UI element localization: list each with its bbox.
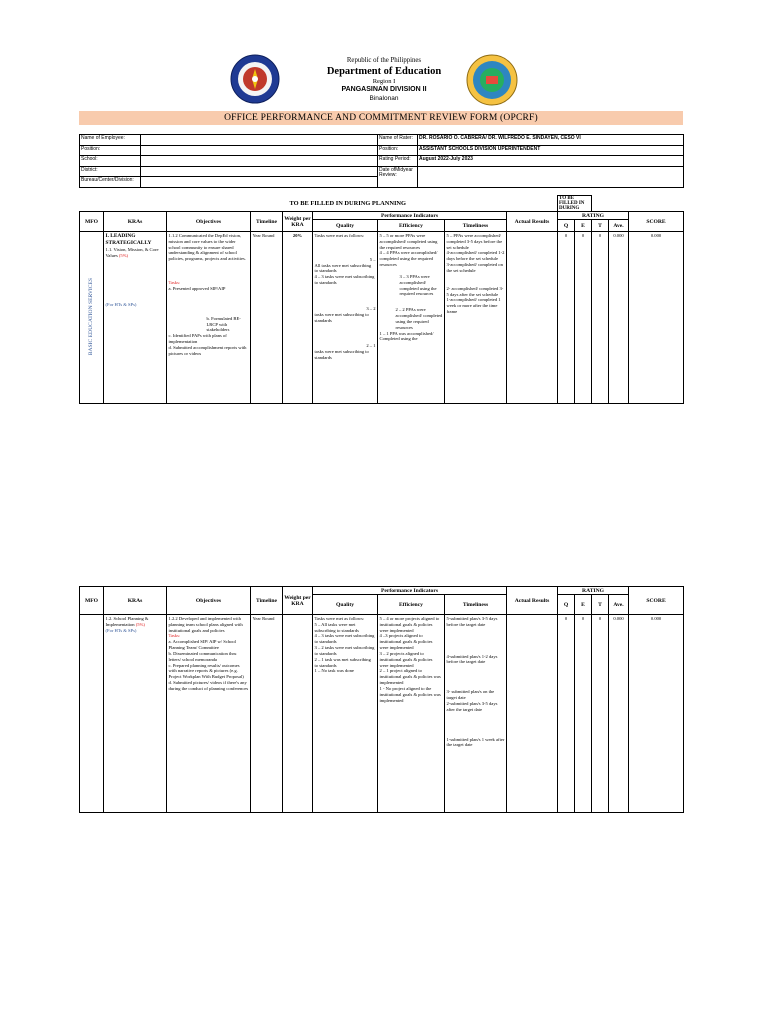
mfo-cell — [80, 232, 104, 404]
quality-3: 3 – 2 — [366, 305, 376, 311]
district-field[interactable] — [141, 166, 378, 177]
rater-position-value: ASSISTANT SCHOOLS DIVISION UPERINTENDENT — [418, 145, 684, 156]
col-timeline: Timeline — [251, 212, 283, 232]
col-timeline: Timeline — [251, 587, 283, 615]
col-weight: Weight per KRA — [283, 212, 313, 232]
actual-results-cell[interactable] — [507, 232, 558, 404]
col-actual-results: Actual Results — [507, 212, 558, 232]
kra-percent: (5%) — [118, 252, 129, 258]
quality-2: 2 – 1 task was met subscribing to standards — [314, 656, 371, 668]
table-row — [80, 232, 684, 404]
republic-text: Republic of the Philippines — [346, 57, 422, 64]
col-weight: Weight per KRA — [283, 587, 313, 615]
division-text: PANGASINAN DIVISION II — [341, 86, 427, 93]
col-score: SCORE — [629, 212, 684, 232]
timeliness-1: 1-accomplished/ completed 1 week or more after the time frame — [446, 297, 501, 315]
rating-e-cell[interactable]: 0 — [575, 232, 592, 404]
quality-4: 4 – 3 tasks were met subscribing to standards — [314, 633, 375, 645]
employee-name-field[interactable] — [141, 135, 378, 146]
rating-q-cell[interactable]: 0 — [558, 615, 575, 813]
rating-period-label: Rating Period: — [378, 156, 418, 167]
quality-3-text: tasks were met subscribing to standards — [314, 311, 369, 323]
efficiency-1: 1 – 1 PPA was accomplished/ Completed using the — [379, 330, 434, 342]
col-efficiency: Efficiency — [378, 220, 445, 232]
quality-5: 5 – — [369, 256, 376, 262]
quality-2-text: tasks were met subscribing to standards — [314, 349, 369, 361]
weight-cell: 20% — [283, 232, 313, 404]
col-actual-results: Actual Results — [507, 587, 558, 615]
task-c: c. Prepared planning results/ outcomes with narrative reports & pictures (e.g. Project Workplan With Budget Proposal) — [168, 662, 244, 680]
kra-cell — [104, 232, 167, 404]
rating-t-cell[interactable]: 0 — [592, 615, 609, 813]
rating-ave-cell: 0.000 — [609, 615, 629, 813]
quality-cell — [313, 232, 378, 404]
col-score: SCORE — [629, 587, 684, 615]
efficiency-4: 4 – 4 PPAs were accomplished/ completed using the required resources — [379, 250, 438, 268]
timeliness-4: 4-accomplished/ completed 1-2 days before the set schedule — [446, 250, 505, 262]
department-title: Department of Education — [326, 66, 442, 77]
school-label: School: — [80, 156, 141, 167]
efficiency-2: 2 – 1 project aligned to institutional goals & policies was implemented — [379, 668, 441, 686]
position-field[interactable] — [141, 145, 378, 156]
employee-name-label: Name of Employee: — [80, 135, 141, 146]
rating-q-cell[interactable]: 0 — [558, 232, 575, 404]
quality-1: 1 – No task was done — [314, 668, 354, 674]
col-kras: KRAs — [104, 587, 167, 615]
col-timeliness: Timeliness — [445, 595, 507, 615]
col-efficiency: Efficiency — [378, 595, 445, 615]
col-mfo: MFO — [80, 587, 104, 615]
tasks-label: Tasks: — [168, 280, 181, 286]
timeline-cell: Year Round — [251, 232, 283, 404]
col-rating: RATING — [558, 587, 629, 595]
score-cell: 0.000 — [629, 232, 684, 404]
kra-cell — [104, 615, 167, 813]
quality-cell — [313, 615, 378, 813]
timeliness-5: 5 – PPAs were accomplished/ completed 3-5 days before the set schedule — [446, 233, 503, 250]
school-field[interactable] — [141, 156, 378, 167]
task-b: b. Formulated BE-LRCP with stakeholders — [206, 315, 241, 333]
quality-intro: Tasks were met as follows: — [314, 616, 365, 621]
col-ave: Ave. — [609, 595, 629, 615]
midyear-review-field[interactable] — [418, 166, 684, 187]
task-a: a. Presented approved SIP/AIP — [168, 285, 226, 291]
task-c: c. Identified PAPs with plans of implementation — [168, 333, 227, 345]
quality-5-text: All tasks were met subscribing to standards — [314, 262, 372, 274]
timeliness-2: 2-submitted plan/s 3-5 days after the target date — [446, 700, 498, 712]
kra-for: (For HTs & SPs) — [105, 302, 137, 308]
col-rating: RATING — [558, 212, 629, 220]
col-mfo: MFO — [80, 212, 104, 232]
midyear-review-label: Date ofMidyear Review: — [378, 166, 418, 187]
efficiency-cell — [378, 615, 445, 813]
task-b: b. Disseminated communication thru letters/ school memoranda — [168, 650, 237, 662]
rating-period-value: August 2022-July 2023 — [418, 156, 684, 167]
bureau-label: Bureau/Center/Division: — [80, 177, 141, 188]
rating-ave-cell: 0.000 — [609, 232, 629, 404]
timeliness-4: 4-submitted plan/s 1-2 days before the target date — [446, 653, 498, 665]
objective-text: 1.2.2 Developed and implemented with planning team school plans aligned with institutional goals and policies — [168, 616, 243, 633]
efficiency-5: 5 – 5 or more PPAs were accomplished/ completed using the required resources — [379, 233, 438, 250]
mfo-text: BASIC EDUCATION SERVICES — [87, 277, 94, 356]
timeliness-cell — [445, 232, 507, 404]
timeliness-cell — [445, 615, 507, 813]
kra-title: I. LEADING STRATEGICALLY — [105, 233, 152, 246]
timeliness-3: 3- submitted plan/s on the target date — [446, 689, 495, 701]
district-label: District: — [80, 166, 141, 177]
tasks-label: Tasks: — [168, 633, 181, 639]
efficiency-4: 4 –3 projects aligned to institutional goals & policies were implemented — [379, 633, 433, 651]
municipality-text: Binalonan — [369, 95, 399, 102]
rater-value: DR. ROSARIO O. CABRERA/ DR. WILFREDO E. SINDAYEN, CESO VI — [418, 135, 684, 146]
timeliness-2: 2- accomplished/ completed 3-5 days after the set schedule — [446, 285, 504, 297]
task-d: d. Submitted accomplishment reports with pictures or videos — [168, 344, 247, 356]
efficiency-2: 2 – 2 PPAs were accomplished/ completed using the required resources — [395, 307, 443, 330]
timeliness-5: 5-submitted plan/s 3-5 days before the target date — [446, 616, 498, 627]
col-quality: Quality — [313, 220, 378, 232]
timeline-cell: Year Round — [251, 615, 283, 813]
quality-4: 4 – 3 tasks were met subscribing to standards — [314, 274, 375, 286]
form-title: OFFICE PERFORMANCE AND COMMITMENT REVIEW FORM (OPCRF) — [79, 111, 683, 125]
col-ave: Ave. — [609, 220, 629, 232]
quality-intro: Tasks were met as follows: — [314, 233, 365, 238]
col-objectives: Objectives — [167, 212, 251, 232]
bureau-field[interactable] — [141, 177, 378, 188]
timeliness-1: 1-submitted plan/s 1 week after the target date — [446, 736, 505, 748]
col-q: Q — [558, 595, 575, 615]
col-t: T — [592, 220, 609, 232]
timeliness-3: 3-accomplished/ completed on the set schedule — [446, 262, 503, 273]
planning-banner: TO BE FILLED IN DURING PLANNING — [289, 199, 407, 207]
table-row — [80, 615, 684, 813]
efficiency-1: 1 - No project aligned to the institutional goals & policies was implemented — [379, 685, 441, 703]
quality-2: 2 – 1 — [366, 343, 376, 349]
col-t: T — [592, 595, 609, 615]
quality-3: 3 – 2 tasks were met subscribing to standards — [314, 645, 375, 656]
col-timeliness: Timeliness — [445, 220, 507, 232]
col-e: E — [575, 220, 592, 232]
rater-label: Name of Rater: — [378, 135, 418, 146]
kra-subtitle: 1.1. Vision, Mission, & Core Values — [105, 246, 159, 258]
col-objectives: Objectives — [167, 587, 251, 615]
mfo-cell — [80, 615, 104, 813]
weight-cell — [283, 615, 313, 813]
kra-table-page-1 — [79, 195, 684, 404]
task-d: d. Submitted pictures/ videos if there's any during the conduct of planning conferences — [168, 680, 249, 691]
rating-e-cell[interactable]: 0 — [575, 615, 592, 813]
col-kras: KRAs — [104, 212, 167, 232]
rater-position-label: Position: — [378, 145, 418, 156]
position-label: Position: — [80, 145, 141, 156]
actual-results-cell[interactable] — [507, 615, 558, 813]
efficiency-3: 3 – 2 projects aligned to institutional goals & policies were implemented — [379, 650, 433, 668]
objective-text: 1.1.2 Communicated the DepEd vision, mission and core values to the wider school community to ensure shared understanding & alignment of school policies, programs, projects and activities. — [168, 233, 246, 262]
efficiency-5: 5 – 4 or more projects aligned to institutional goals & policies were implemented — [379, 616, 440, 633]
kra-for: (For HTs & SPs) — [105, 627, 137, 633]
kra-percent: (5%) — [135, 621, 145, 627]
score-cell: 0.000 — [629, 615, 684, 813]
region-text: Region I — [372, 78, 396, 85]
objectives-cell — [167, 232, 251, 404]
employee-info-table — [79, 134, 684, 188]
quality-5: 5 – All tasks were met subscribing to standards — [314, 621, 359, 633]
col-e: E — [575, 595, 592, 615]
during-label: TO BE FILLED IN DURING — [558, 196, 592, 212]
task-a: a. Accomplished SIP/ AIP w/ School Planning Team/ Committee — [168, 639, 236, 651]
efficiency-cell — [378, 232, 445, 404]
kra-table-page-2 — [79, 586, 684, 813]
efficiency-3: 3 – 3 PPAs were accomplished/ completed using the required resources — [399, 273, 437, 297]
col-quality: Quality — [313, 595, 378, 615]
rating-t-cell[interactable]: 0 — [592, 232, 609, 404]
col-performance-indicators: Performance Indicators — [313, 212, 507, 220]
col-q: Q — [558, 220, 575, 232]
kra-title: 1.2. School Planning & Implementation — [105, 616, 149, 627]
col-performance-indicators: Performance Indicators — [313, 587, 507, 595]
objectives-cell — [167, 615, 251, 813]
